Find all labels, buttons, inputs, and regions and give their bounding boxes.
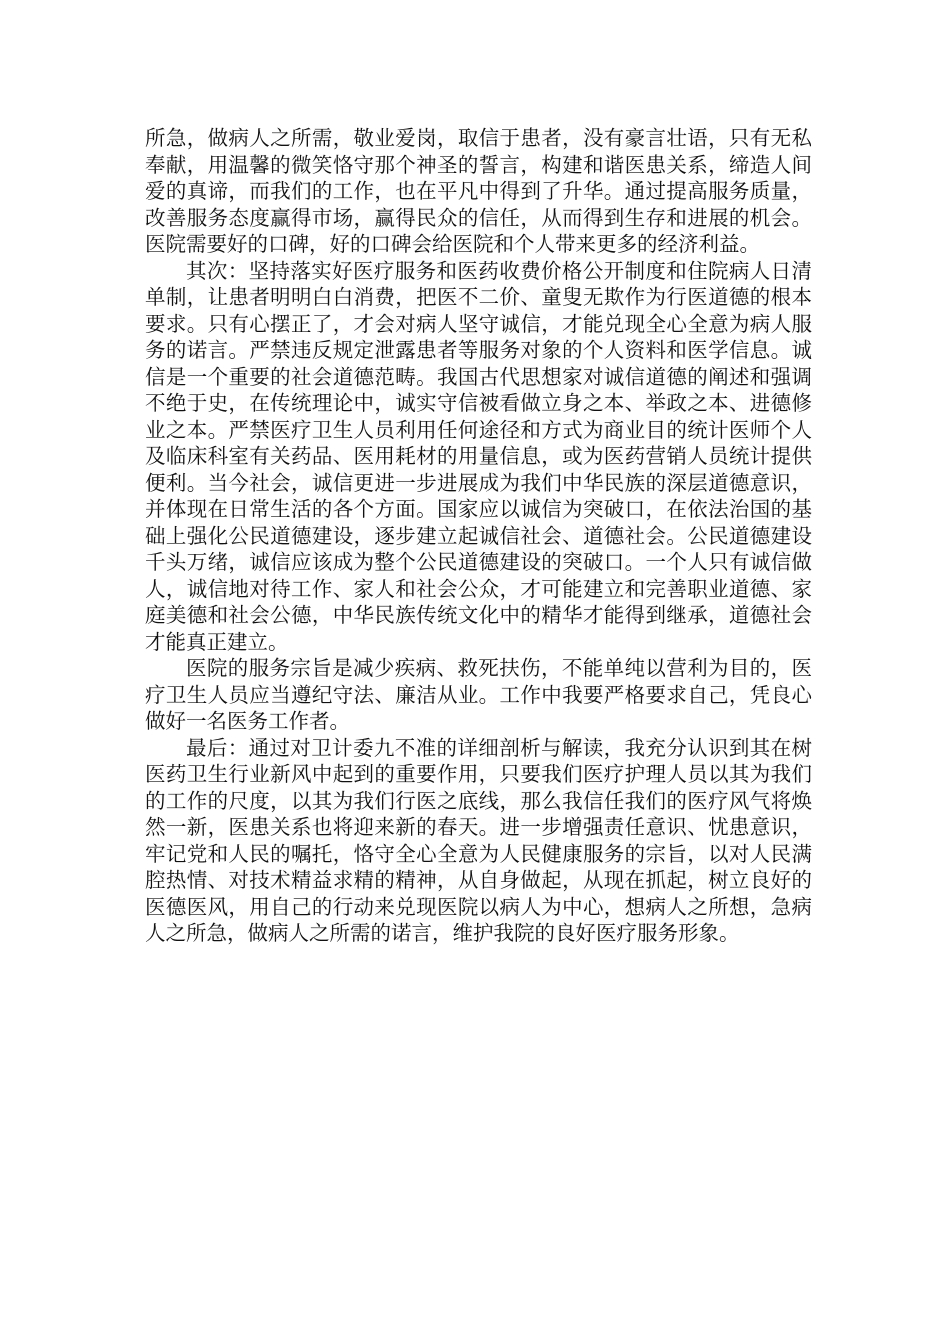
document-body xyxy=(145,125,812,947)
paragraph-continuation: 所急，做病人之所需，敬业爱岗，取信于患者，没有豪言壮语，只有无私奉献，用温馨的微笑恪守那个神圣的誓言，构建和谐医患关系，缔造人间爱的真谛，而我们的工作，也在平凡中得到了升华。通过提高服务质量，改善服务态度赢得市场，赢得民众的信任，从而得到生存和进展的机会。医院需要好的口碑，好的口碑会给医院和个人带来更多的经济利益。 xyxy=(145,126,812,256)
paragraph-secondly: 其次：坚持落实好医疗服务和医药收费价格公开制度和住院病人日清单制，让患者明明白白消费，把医不二价、童叟无欺作为行医道德的根本要求。只有心摆正了，才会对病人坚守诚信，才能兑现全心全意为病人服务的诺言。严禁违反规定泄露患者等服务对象的个人资料和医学信息。诚信是一个重要的社会道德范畴。我国古代思想家对诚信道德的阐述和强调不绝于史，在传统理论中，诚实守信被看做立身之本、举政之本、进德修业之本。严禁医疗卫生人员利用任何途径和方式为商业目的统计医师个人及临床科室有关药品、医用耗材的用量信息，或为医药营销人员统计提供便利。当今社会，诚信更进一步进展成为我们中华民族的深层道德意识，并体现在日常生活的各个方面。国家应以诚信为突破口，在依法治国的基础上强化公民道德建设，逐步建立起诚信社会、道德社会。公民道德建设千头万绪，诚信应该成为整个公民道德建设的突破口。一个人只有诚信做人，诚信地对待工作、家人和社会公众，才可能建立和完善职业道德、家庭美德和社会公德，中华民族传统文化中的精华才能得到继承，道德社会才能真正建立。 xyxy=(145,258,812,654)
paragraph-service-purpose: 医院的服务宗旨是减少疾病、救死扶伤，不能单纯以营利为目的，医疗卫生人员应当遵纪守法、廉洁从业。工作中我要严格要求自己，凭良心做好一名医务工作者。 xyxy=(145,656,812,733)
paragraph-finally: 最后：通过对卫计委九不准的详细剖析与解读，我充分认识到其在树医药卫生行业新风中起到的重要作用，只要我们医疗护理人员以其为我们的工作的尺度，以其为我们行医之底线，那么我信任我们的医疗风气将焕然一新，医患关系也将迎来新的春天。进一步增强责任意识、忧患意识，牢记党和人民的嘱托，恪守全心全意为人民健康服务的宗旨，以对人民满腔热情、对技术精益求精的精神，从自身做起，从现在抓起，树立良好的医德医风，用自己的行动来兑现医院以病人为中心，想病人之所想，急病人之所急，做病人之所需的诺言，维护我院的良好医疗服务形象。 xyxy=(145,735,812,945)
